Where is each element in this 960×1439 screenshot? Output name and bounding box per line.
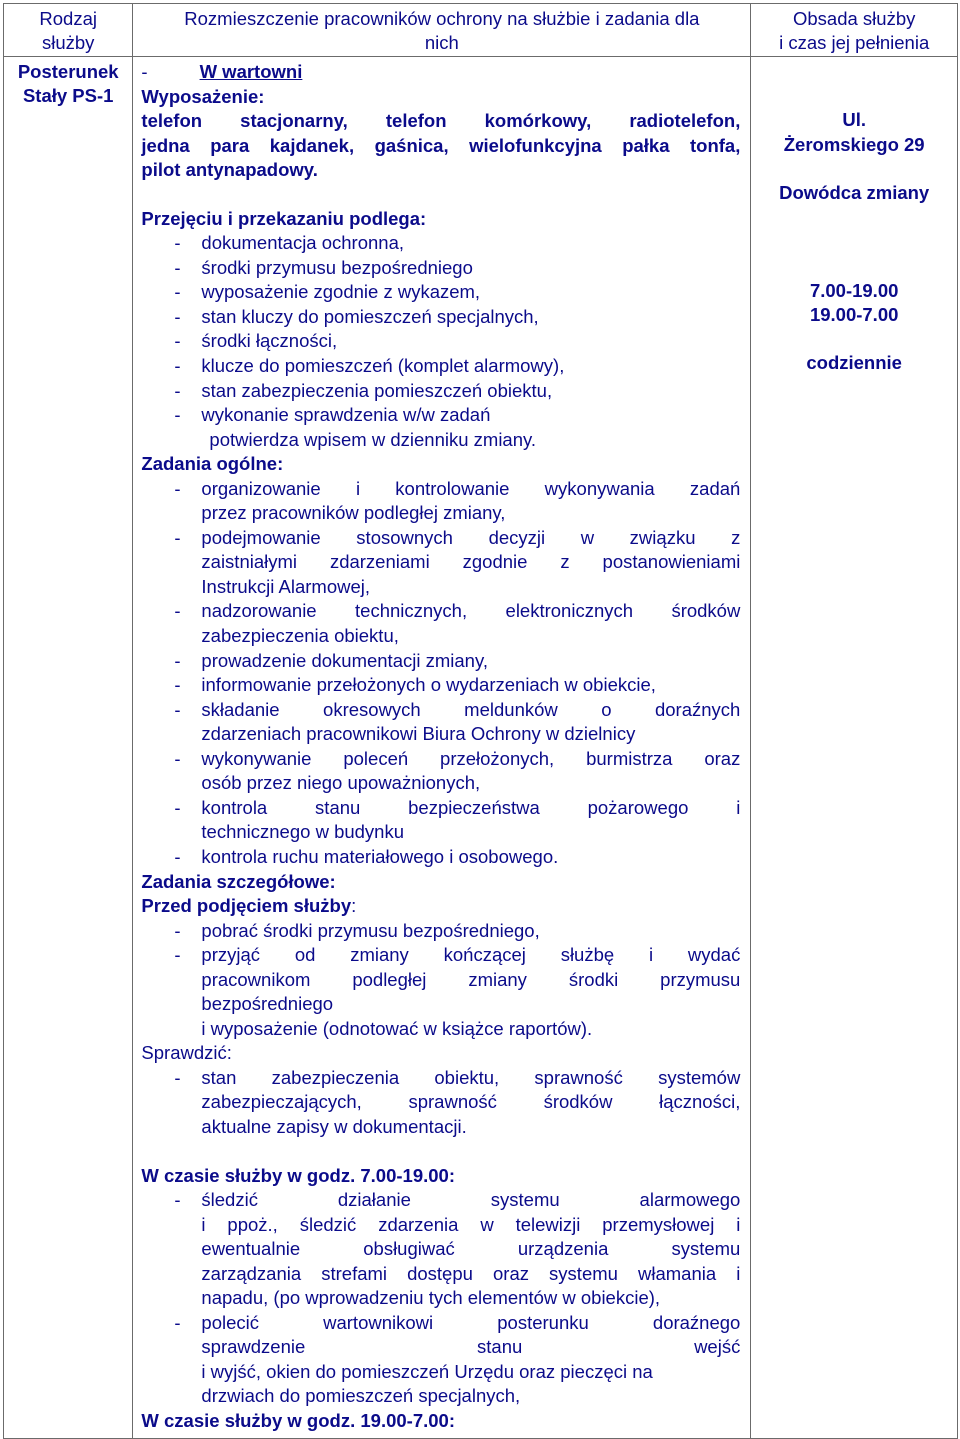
list-item-line: [141, 1090, 740, 1115]
list-item-line: [141, 698, 740, 723]
list-item-text: nadzorowanie technicznych, elektronicznych środków: [201, 600, 741, 622]
list-item-text: technicznego w budynku: [201, 821, 405, 843]
post-row: [4, 57, 958, 1439]
list-item-text: wykonywanie poleceń przełożonych, burmistrza oraz: [201, 747, 741, 769]
role-label: Dowódca zmiany: [779, 182, 930, 204]
list-item-text: stan zabezpieczenia pomieszczeń obiektu,: [201, 379, 553, 401]
hours-day: 7.00-19.00: [809, 279, 899, 301]
bullet-dash: -: [174, 796, 181, 818]
list-item-line: [141, 796, 740, 821]
list-item-text: sprawdzenie stanu wejść: [201, 1336, 741, 1358]
handover-heading: Przejęciu i przekazaniu podlega:: [141, 207, 427, 229]
list-item-text: osób przez niego upoważnionych,: [201, 772, 481, 794]
list-item-text: zabezpieczenia obiektu,: [201, 625, 399, 647]
detailed-heading: Zadania szczegółowe:: [141, 870, 336, 892]
list-item-line: [141, 599, 740, 624]
list-item-line: [141, 1384, 740, 1409]
list-item-text: wyposażenie zgodnie z wykazem,: [201, 281, 481, 303]
list-item-text: klucze do pomieszczeń (komplet alarmowy),: [201, 355, 565, 377]
list-item-text: ewentualnie obsługiwać urządzenia systemu: [201, 1238, 741, 1260]
tasks-cell: - W wartowni Wyposażenie: telefon stacjonarny, telefon komórkowy, radiotelefon, jedna para kajdanek, gaśnica, wielofunkcyjna pałka tonfa, pilot antynapadowy. Przejęciu i przekazaniu podlega: - dokumentacja ochronna, - środki przymusu bezpośredniego - wyposażenie zgodnie z wykazem, - stan kluczy do pomieszczeń specjalnych, - środki łączności, - klucze do pomieszczeń (komplet alarmowy), - stan zabezpieczenia pomieszczeń obiektu, - wykonanie sprawdzenia w/w zadań potwierdza wpisem w dzienniku zmiany. Zadania ogólne: - organizowanie i kontrolowanie wykonywania zadań przez pracowników podległej zmiany, - podejmowanie stosownych decyzji w związku z zaistniałymi zdarzeniami zgodnie z postanowieniami Instrukcji Alarmowej, - nadzorowanie technicznych, elektronicznych środków zabezpieczenia obiektu, - prowadzenie dokumentacji zmiany, - informowanie przełożonych o wydarzeniach w obiekcie, - składanie okresowych meldunków o doraźnych zdarzeniach pracownikowi Biura Ochrony w dzielnicy - wykonywanie poleceń przełożonych, burmistrza oraz osób przez niego upoważnionych, - kontrola stanu bezpieczeństwa pożarowego i technicznego w budynku - kontrola ruchu materiałowego i osobowego. Zadania szczegółowe: Przed podjęciem służby: - pobrać środki przymusu bezpośredniego, - przyjąć od zmiany kończącej służbę i wydać pracownikom podległej zmiany środki przymusu bezpośredniego i wyposażenie (odnotować w książce raportów). Sprawdzić: - stan zabezpieczenia obiektu, sprawność systemów zabezpieczających, sprawność środków łączności, aktualne zapisy w dokumentacji. W czasie służby w godz. 7.00-19.00: - śledzić działanie systemu alarmowego i ppoż., śledzić zdarzenia w telewizji przemysłowej i ewentualnie obsługiwać urządzenia systemu zarządzania strefami dostępu oraz systemu włamania i napadu, (po wprowadzeniu tych elementów w obiekcie), - polecić wartownikowi posterunku doraźnego sprawdzenie stanu wejść i wyjść, okien do pomieszczeń Urzędu oraz pieczęci na drzwiach do pomieszczeń specjalnych, W czasie służby w godz. 19.00-7.00:: [133, 57, 751, 1439]
list-item-text: stan kluczy do pomieszczeń specjalnych,: [201, 305, 539, 327]
list-item-text: śledzić działanie systemu alarmowego: [201, 1189, 741, 1211]
list-item-line: [141, 771, 740, 796]
bullet-dash: [141, 1213, 201, 1238]
list-item-line: [141, 231, 740, 256]
list-item-line: [141, 992, 740, 1017]
list-item-text: i ppoż., śledzić zdarzenia w telewizji przemysłowej i: [201, 1213, 741, 1235]
day-list: [141, 1188, 740, 1409]
before-list: [141, 919, 740, 1042]
list-item-line: [141, 256, 740, 281]
list-item-line: [141, 1188, 740, 1213]
bullet-dash: -: [174, 232, 181, 254]
list-item-line: [141, 1115, 740, 1140]
bullet-dash: [141, 1262, 201, 1287]
header-service-type: Rodzaj służby: [4, 4, 133, 57]
list-item-line: [141, 722, 740, 747]
bullet-dash: [141, 771, 201, 796]
list-item-text: przez pracowników podległej zmiany,: [201, 502, 506, 524]
bullet-dash: -: [174, 355, 181, 377]
list-item-text: stan zabezpieczenia obiektu, sprawność systemów: [201, 1066, 741, 1088]
bullet-dash: [141, 992, 201, 1017]
list-item-text: drzwiach do pomieszczeń specjalnych,: [201, 1385, 521, 1407]
list-item-line: [141, 1213, 740, 1238]
list-item-text: prowadzenie dokumentacji zmiany,: [201, 649, 488, 671]
list-item-text: aktualne zapisy w dokumentacji.: [201, 1115, 467, 1137]
location-cell: [751, 57, 958, 1439]
day-heading: W czasie służby w godz. 7.00-19.00:: [141, 1164, 455, 1186]
list-item-line: [141, 1360, 740, 1385]
list-item-text: napadu, (po wprowadzeniu tych elementów w obiekcie),: [201, 1287, 661, 1309]
bullet-dash: [141, 1360, 201, 1385]
list-item-line: [141, 1262, 740, 1287]
list-item-text: zaistniałymi zdarzeniami zgodnie z postanowieniami: [201, 551, 741, 573]
list-item-text: kontrola stanu bezpieczeństwa pożarowego i: [201, 796, 741, 818]
list-item-line: [141, 305, 740, 330]
bullet-dash: -: [174, 256, 181, 278]
list-item-line: [141, 477, 740, 502]
bullet-dash: [141, 1090, 201, 1115]
street-name: Żeromskiego 29: [783, 133, 925, 155]
bullet-dash: -: [174, 1311, 181, 1333]
bullet-dash: -: [174, 379, 181, 401]
list-item-line: [141, 501, 740, 526]
list-item-line: [141, 968, 740, 993]
bullet-dash: [141, 501, 201, 526]
bullet-dash: -: [174, 845, 181, 867]
list-item-line: [141, 1066, 740, 1091]
bullet-dash: -: [174, 944, 181, 966]
list-item-line: [141, 575, 740, 600]
list-item-text: zdarzeniach pracownikowi Biura Ochrony w dzielnicy: [201, 723, 636, 745]
list-item-line: [141, 354, 740, 379]
bullet-dash: [141, 550, 201, 575]
before-heading: Przed podjęciem służby:: [141, 895, 357, 917]
list-item-line: [141, 379, 740, 404]
bullet-dash: -: [174, 674, 181, 696]
handover-list: [141, 231, 740, 427]
place-line: - W wartowni: [141, 61, 303, 82]
list-item-line: [141, 1335, 740, 1360]
list-item-text: środki łączności,: [201, 330, 338, 352]
list-item-text: przyjąć od zmiany kończącej służbę i wydać: [201, 944, 741, 966]
list-item-text: środki przymusu bezpośredniego: [201, 256, 473, 278]
list-item-line: [141, 280, 740, 305]
list-item-text: bezpośredniego: [201, 993, 334, 1015]
list-item-text: zarządzania strefami dostępu oraz systemu włamania i: [201, 1262, 741, 1284]
bullet-dash: -: [174, 698, 181, 720]
bullet-dash: [141, 1286, 201, 1311]
post-name-cell: Posterunek Stały PS-1: [4, 57, 133, 1439]
list-item-line: [141, 747, 740, 772]
list-item-line: [141, 526, 740, 551]
bullet-dash: -: [174, 919, 181, 941]
list-item-line: [141, 1311, 740, 1336]
equipment-heading: Wyposażenie:: [141, 85, 265, 107]
list-item-text: zabezpieczających, sprawność środków łączności,: [201, 1091, 741, 1113]
list-item-line: [141, 919, 740, 944]
bullet-dash: [141, 624, 201, 649]
list-item-line: [141, 403, 740, 428]
bullet-dash: [141, 820, 201, 845]
list-item-text: kontrola ruchu materiałowego i osobowego.: [201, 845, 559, 867]
list-item-text: informowanie przełożonych o wydarzeniach w obiekcie,: [201, 674, 656, 696]
list-item-text: pracownikom podległej zmiany środki przymusu: [201, 968, 741, 990]
night-heading: W czasie służby w godz. 19.00-7.00:: [141, 1409, 455, 1431]
list-item-text: składanie okresowych meldunków o doraźnych: [201, 698, 741, 720]
bullet-dash: -: [174, 477, 181, 499]
bullet-dash: -: [174, 1066, 181, 1088]
header-row: [4, 4, 958, 57]
header-placement-tasks: Rozmieszczenie pracowników ochrony na służbie i zadania dla nich: [133, 4, 751, 57]
header-staffing-time: Obsada służby i czas jej pełnienia: [751, 4, 958, 57]
list-item-text: i wyjść, okien do pomieszczeń Urzędu oraz pieczęci na: [201, 1360, 653, 1382]
list-item-line: [141, 1017, 740, 1042]
list-item-text: polecić wartownikowi posterunku doraźnego: [201, 1311, 741, 1333]
check-heading: Sprawdzić:: [141, 1042, 232, 1064]
frequency-label: codziennie: [806, 351, 902, 373]
list-item-text: organizowanie i kontrolowanie wykonywania zadań: [201, 477, 741, 499]
bullet-dash: [141, 1335, 201, 1360]
bullet-dash: [141, 968, 201, 993]
bullet-dash: [141, 1017, 201, 1042]
list-item-text: wykonanie sprawdzenia w/w zadań: [201, 404, 491, 426]
duty-table: [3, 3, 958, 1439]
list-item-text: dokumentacja ochronna,: [201, 232, 405, 254]
bullet-dash: -: [174, 404, 181, 426]
list-item-line: [141, 1286, 740, 1311]
general-list: [141, 477, 740, 870]
list-item-line: [141, 550, 740, 575]
list-item-line: [141, 943, 740, 968]
list-item-line: [141, 673, 740, 698]
street-label: Ul.: [842, 109, 866, 130]
bullet-dash: -: [174, 747, 181, 769]
bullet-dash: -: [174, 600, 181, 622]
bullet-dash: -: [174, 330, 181, 352]
bullet-dash: [141, 1115, 201, 1140]
bullet-dash: -: [174, 1189, 181, 1211]
list-item-line: [141, 820, 740, 845]
check-list: [141, 1066, 740, 1140]
list-item-text: podejmowanie stosownych decyzji w związku z: [201, 526, 741, 548]
general-heading: Zadania ogólne:: [141, 453, 284, 475]
bullet-dash: [141, 1384, 201, 1409]
list-item-line: [141, 845, 740, 870]
bullet-dash: -: [174, 281, 181, 303]
list-item-text: i wyposażenie (odnotować w książce raportów).: [201, 1017, 593, 1039]
bullet-dash: [141, 575, 201, 600]
list-item-line: [141, 329, 740, 354]
list-item-text: Instrukcji Alarmowej,: [201, 575, 371, 597]
list-item-line: [141, 624, 740, 649]
bullet-dash: [141, 722, 201, 747]
bullet-dash: -: [174, 305, 181, 327]
list-item-line: [141, 649, 740, 674]
bullet-dash: -: [174, 649, 181, 671]
bullet-dash: -: [174, 526, 181, 548]
hours-night: 19.00-7.00: [809, 304, 899, 326]
list-item-line: [141, 1237, 740, 1262]
list-item-text: pobrać środki przymusu bezpośredniego,: [201, 919, 540, 941]
bullet-dash: [141, 1237, 201, 1262]
